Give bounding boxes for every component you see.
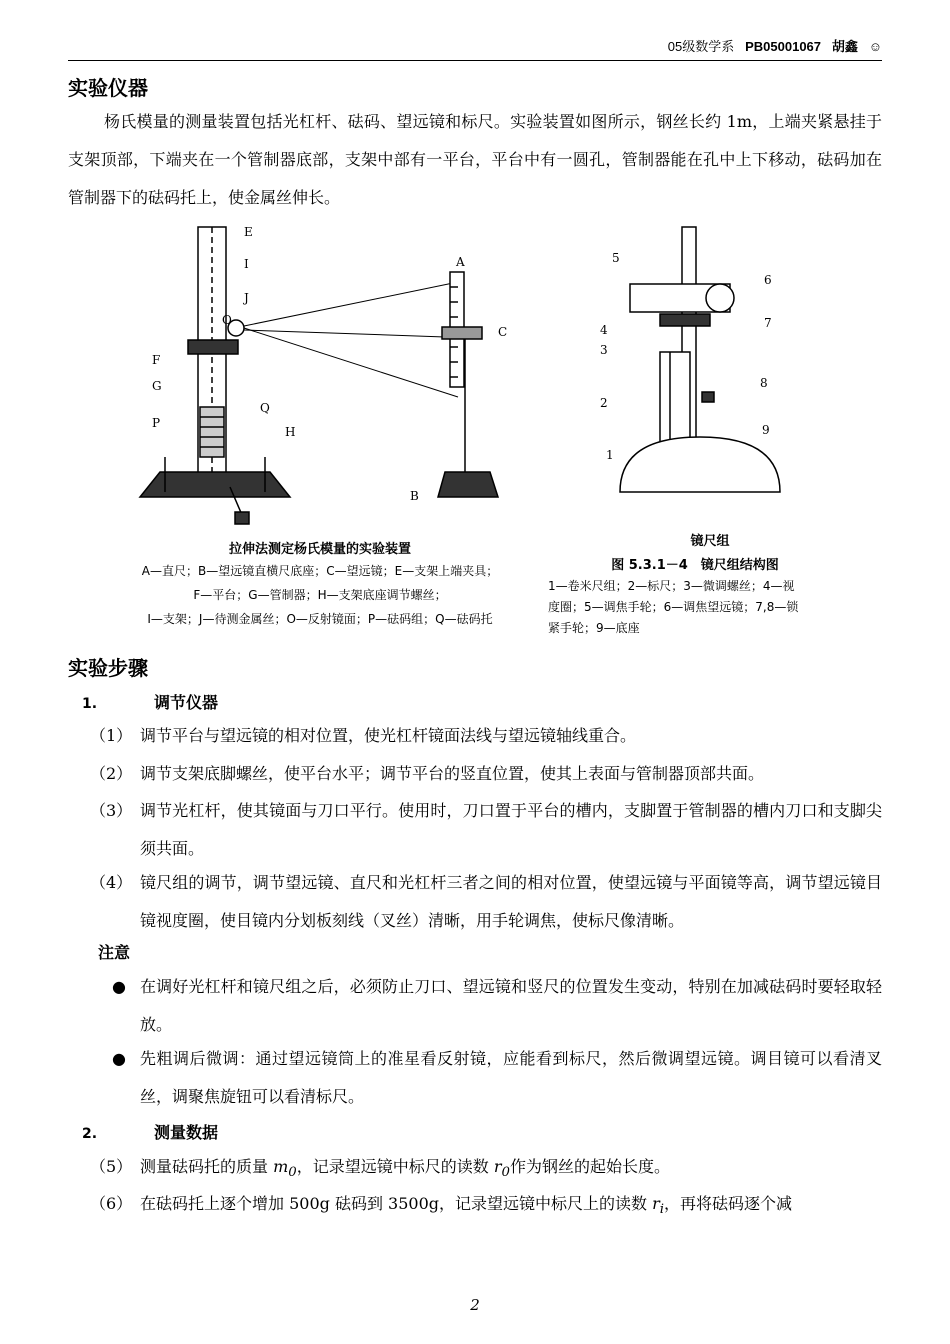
label-F: F	[152, 353, 161, 367]
page-header	[68, 36, 882, 61]
label-2: 2	[600, 396, 608, 410]
label-E: E	[244, 225, 253, 239]
item-text: 镜尺组的调节，调节望远镜、直尺和光杠杆三者之间的相对位置，使望远镜与平面镜等高，调节望远镜目镜视度圈，使目镜内分划板刻线（叉丝）清晰，用手轮调焦，使标尺像清晰。	[140, 873, 882, 930]
header-dept: 05级数学系	[667, 39, 735, 54]
label-9: 9	[762, 423, 770, 437]
item-label: （5）	[90, 1157, 133, 1176]
item-label: （1）	[90, 726, 133, 745]
left-figure-legend-3: I—支架；J—待测金属丝；O—反射镜面；P—砝码组；Q—砝码托	[147, 612, 493, 626]
header-name: 胡鑫	[831, 39, 858, 54]
header-student-id: PB05001067	[745, 39, 822, 54]
item-text: 调节平台与望远镜的相对位置，使光杠杆镜面法线与望远镜轴线重合。	[140, 726, 637, 745]
label-7: 7	[764, 316, 772, 330]
bullet-icon: ●	[112, 977, 126, 996]
subsection-number: 2.	[82, 1126, 98, 1142]
right-figure-legend-1: 1—卷米尺组；2—标尺；3—微调螺丝；4—视	[548, 579, 795, 593]
label-1: 1	[606, 448, 614, 462]
item-text: 调节支架底脚螺丝，使平台水平；调节平台的竖直位置，使其上表面与管制器顶部共面。	[140, 764, 765, 783]
label-6: 6	[764, 273, 772, 287]
list-item	[90, 755, 882, 793]
note-title: 注意	[98, 943, 131, 962]
list-item	[90, 792, 882, 868]
list-item	[90, 717, 882, 755]
label-4: 4	[600, 323, 608, 337]
left-figure-legend-2: F—平台；G—管制器；H—支架底座调节螺丝；	[193, 588, 447, 602]
right-figure-legend-2: 度圈；5—调焦手轮；6—调焦望远镜；7,8—锁	[548, 600, 799, 614]
apparatus-paragraph: 杨氏模量的测量装置包括光杠杆、砝码、望远镜和标尺。实验装置如图所示，钢丝长约 1m，上端夹紧悬挂于支架顶部，下端夹在一个管制器底部，支架中部有一平台，平台中有一圆孔，管制器能在孔中上下移动，砝码加在管制器下的砝码托上，使金属丝伸长。	[68, 112, 882, 207]
item-text: 在砝码托上逐个增加 500g 砝码到 3500g，记录望远镜中标尺上的读数 $r_i$，再将砝码逐个减	[140, 1194, 793, 1218]
subsection-measure	[82, 1120, 218, 1143]
item-text: 测量砝码托的质量 $m_0$，记录望远镜中标尺的读数 $r_0$作为钢丝的起始长度。	[140, 1157, 670, 1181]
item-text: 调节光杠杆，使其镜面与刀口平行。使用时，刀口置于平台的槽内，支脚置于管制器的槽内刀口和支脚尖须共面。	[140, 801, 882, 858]
apparatus-diagram	[120, 222, 520, 542]
label-3: 3	[600, 343, 608, 357]
note-item	[112, 968, 882, 1044]
label-G: G	[152, 379, 162, 393]
label-A: A	[456, 255, 465, 269]
subsection-adjust	[82, 690, 218, 713]
scale-telescope-diagram	[590, 222, 810, 502]
note-item	[112, 1040, 882, 1116]
bullet-icon: ●	[112, 1049, 126, 1068]
label-P: P	[152, 416, 161, 430]
label-Q: Q	[260, 401, 270, 415]
page-number: 2	[470, 1296, 480, 1314]
item-label: （3）	[90, 801, 133, 820]
label-5: 5	[612, 251, 620, 265]
right-figure-subtitle: 镜尺组	[690, 534, 730, 549]
label-O: O	[222, 313, 232, 327]
right-figure-title: 图 5.3.1－4 镜尺组结构图	[611, 558, 779, 573]
section-title-steps: 实验步骤	[68, 656, 148, 680]
right-figure-legend-3: 紧手轮；9—底座	[548, 621, 640, 635]
label-8: 8	[760, 376, 768, 390]
subsection-title: 测量数据	[154, 1123, 219, 1142]
left-figure-title: 拉伸法测定杨氏模量的实验装置	[228, 542, 411, 557]
label-J: J	[244, 291, 249, 305]
label-I: I	[244, 257, 249, 271]
list-item	[90, 1185, 882, 1229]
item-label: （6）	[90, 1194, 133, 1213]
label-C: C	[498, 325, 508, 339]
list-item	[90, 864, 882, 940]
label-H: H	[285, 425, 296, 439]
note-text: 先粗调后微调：通过望远镜筒上的准星看反射镜，应能看到标尺，然后微调望远镜。调目镜可以看清叉丝，调聚焦旋钮可以看清标尺。	[140, 1049, 882, 1106]
subsection-title: 调节仪器	[154, 693, 219, 712]
item-label: （4）	[90, 873, 133, 892]
item-label: （2）	[90, 764, 133, 783]
note-text: 在调好光杠杆和镜尺组之后，必须防止刀口、望远镜和竖尺的位置发生变动，特别在加减砝码时要轻取轻放。	[140, 977, 882, 1034]
subsection-number: 1.	[82, 696, 98, 712]
section-title-apparatus: 实验仪器	[68, 76, 148, 100]
left-figure-legend-1: A—直尺；B—望远镜直横尺底座；C—望远镜；E—支架上端夹具；	[141, 564, 499, 578]
smiley-icon: ☺	[868, 39, 882, 54]
label-B: B	[410, 489, 419, 503]
